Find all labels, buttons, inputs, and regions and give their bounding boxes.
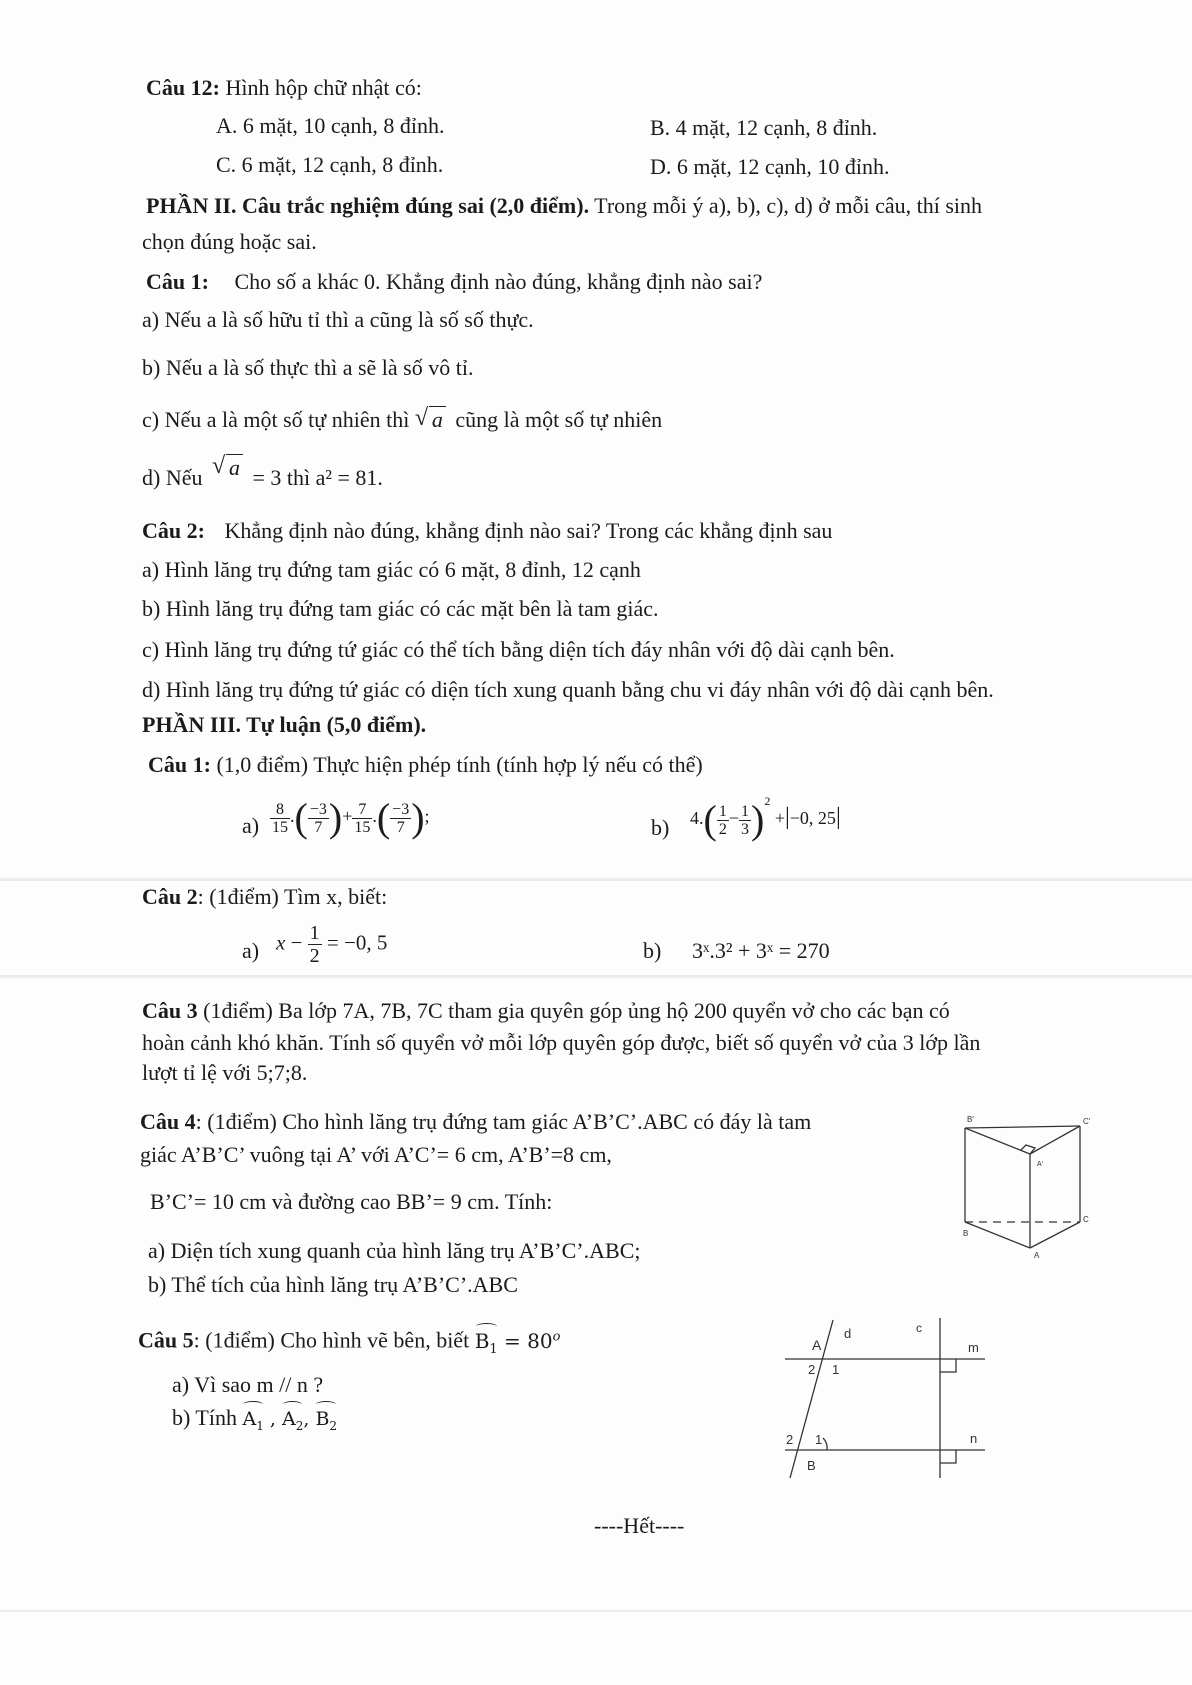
part3-q1-a-formula: $\frac{8}{15}$ .( $\frac{-3}{7}$ )+ $\frac{7}{15}$ .( $\frac{-3}{7}$ );: [272, 795, 430, 840]
lines-label-top-2: 2: [808, 1362, 816, 1377]
prism-label-b: B: [963, 1229, 969, 1238]
part2-q2-c: c) Hình lăng trụ đứng tứ giác có thể tích bằng diện tích đáy nhân với độ dài cạnh bên.: [142, 637, 895, 662]
part3-q3-line2: hoàn cảnh khó khăn. Tính số quyển vở mỗi lớp quyên góp được, biết số quyển vở của 3 lớp lần: [142, 1030, 981, 1055]
part3-q5-b: b) Tính $A_1$ , $A_2$, $B_2$: [172, 1404, 337, 1440]
prism-figure: [955, 1110, 1095, 1260]
part3-q4-a: a) Diện tích xung quanh của hình lăng trụ A’B’C’.ABC;: [148, 1238, 641, 1263]
lines-label-a: A: [812, 1337, 822, 1353]
part2-heading: PHẦN II. Câu trắc nghiệm đúng sai (2,0 điểm).: [146, 193, 590, 218]
lines-label-d: d: [844, 1326, 852, 1341]
prism-label-c1: C': [1083, 1117, 1091, 1126]
scan-line: [0, 878, 1192, 881]
lines-label-bot-2: 2: [786, 1432, 794, 1447]
part3-q3-label: Câu 3: [142, 998, 198, 1023]
angles-formula: $A_1$ , $A_2$, $B_2$: [242, 1408, 337, 1430]
scan-line: [0, 975, 1192, 978]
part2-q2-label: Câu 2:: [142, 518, 205, 543]
sqrt-a-formula: √ a: [212, 455, 243, 480]
lines-label-c: c: [916, 1321, 922, 1335]
angle-b1-formula: $B_1 = 80^o$: [475, 1329, 561, 1353]
part2-intro-line2: chọn đúng hoặc sai.: [142, 229, 317, 254]
parallel-lines-figure: [780, 1310, 1000, 1480]
q12-label: Câu 12:: [146, 75, 220, 100]
part2-q1-b: b) Nếu a là số thực thì a sẽ là số vô tỉ.: [142, 355, 474, 380]
part3-q1-a-label: a): [242, 813, 260, 838]
part2-q1-label: Câu 1:: [146, 269, 209, 294]
part3-q4-label: Câu 4: [140, 1109, 196, 1134]
q12-option-a: A. 6 mặt, 10 cạnh, 8 đỉnh.: [216, 113, 445, 138]
part3-q3-line3: lượt tỉ lệ với 5;7;8.: [142, 1060, 308, 1085]
part3-q5-label: Câu 5: [138, 1327, 194, 1353]
footer-end-mark: ----Hết----: [594, 1513, 685, 1538]
part2-q1-d: d) Nếu √ a = 3 thì a² = 81.: [142, 453, 383, 490]
scan-line: [0, 1610, 1192, 1612]
sqrt-a-formula: √ a: [415, 407, 446, 432]
part3-q2-a-label: a): [242, 938, 260, 963]
lines-label-m: m: [968, 1340, 979, 1355]
lines-label-n: n: [970, 1431, 978, 1446]
part3-q1-label: Câu 1:: [148, 752, 211, 777]
part2-q2-stem: Câu 2: Khẳng định nào đúng, khẳng định nào sai? Trong các khẳng định sau: [142, 518, 833, 543]
part2-q1-c: c) Nếu a là một số tự nhiên thì √ a cũng là một số tự nhiên: [142, 405, 663, 432]
prism-label-a: A: [1034, 1251, 1040, 1260]
part3-q1-stem: Câu 1: (1,0 điểm) Thực hiện phép tính (tính hợp lý nếu có thể): [148, 752, 703, 777]
q12-stem: Câu 12: Hình hộp chữ nhật có:: [146, 75, 422, 100]
part3-q2-a-formula: x − $\frac{1}{2}$ = −0, 5: [276, 922, 388, 967]
q12-option-d: D. 6 mặt, 12 cạnh, 10 đỉnh.: [650, 154, 890, 179]
lines-label-b: B: [807, 1458, 816, 1473]
part3-q5-a: a) Vì sao m // n ?: [172, 1372, 324, 1397]
part3-q4-b: b) Thể tích của hình lăng trụ A’B’C’.ABC: [148, 1272, 518, 1297]
lines-label-bot-1: 1: [815, 1432, 823, 1447]
part3-q5-stem: Câu 5: (1điểm) Cho hình vẽ bên, biết $B_1 = 80^o$: [138, 1323, 560, 1364]
part3-q2-label: Câu 2: [142, 884, 198, 909]
part3-q2-b-label: b): [643, 938, 662, 963]
part2-q2-b: b) Hình lăng trụ đứng tam giác có các mặt bên là tam giác.: [142, 596, 659, 621]
part2-q2-a: a) Hình lăng trụ đứng tam giác có 6 mặt, 8 đỉnh, 12 cạnh: [142, 557, 641, 582]
part2-intro: PHẦN II. Câu trắc nghiệm đúng sai (2,0 điểm). Trong mỗi ý a), b), c), d) ở mỗi câu, thí sinh: [146, 193, 983, 218]
lines-label-top-1: 1: [832, 1362, 840, 1377]
part3-heading: PHẦN III. Tự luận (5,0 điểm).: [142, 712, 427, 737]
prism-label-c: C: [1083, 1215, 1089, 1224]
part3-q2-stem: Câu 2: (1điểm) Tìm x, biết:: [142, 884, 388, 909]
part3-q4-line2: giác A’B’C’ vuông tại A’ với A’C’= 6 cm, A’B’=8 cm,: [140, 1142, 612, 1167]
part3-q1-b-label: b): [651, 815, 670, 840]
prism-label-b1: B': [967, 1115, 974, 1124]
q12-option-b: B. 4 mặt, 12 cạnh, 8 đỉnh.: [650, 115, 878, 140]
part2-q1-stem: Câu 1: Cho số a khác 0. Khẳng định nào đúng, khẳng định nào sai?: [146, 269, 763, 294]
part3-q1-b-formula: 4.( $\frac{1}{2}$ − $\frac{1}{3}$ )$^2$ +|−0, 25|: [690, 794, 841, 842]
prism-label-a1: A': [1037, 1161, 1044, 1168]
part2-q1-a: a) Nếu a là số hữu tỉ thì a cũng là số số thực.: [142, 307, 534, 332]
part2-q2-d: d) Hình lăng trụ đứng tứ giác có diện tích xung quanh bằng chu vi đáy nhân với độ dài cạnh bên.: [142, 677, 994, 702]
part3-q4-line3: B’C’= 10 cm và đường cao BB’= 9 cm. Tính:: [150, 1189, 553, 1214]
q12-option-c: C. 6 mặt, 12 cạnh, 8 đỉnh.: [216, 152, 444, 177]
part3-q4-line1: Câu 4: (1điểm) Cho hình lăng trụ đứng tam giác A’B’C’.ABC có đáy là tam: [140, 1109, 812, 1134]
part3-q3-line1: Câu 3 (1điểm) Ba lớp 7A, 7B, 7C tham gia quyên góp ủng hộ 200 quyển vở cho các bạn có: [142, 998, 950, 1023]
part3-q2-b-formula: 3ˣ.3² + 3ˣ = 270: [692, 938, 830, 963]
